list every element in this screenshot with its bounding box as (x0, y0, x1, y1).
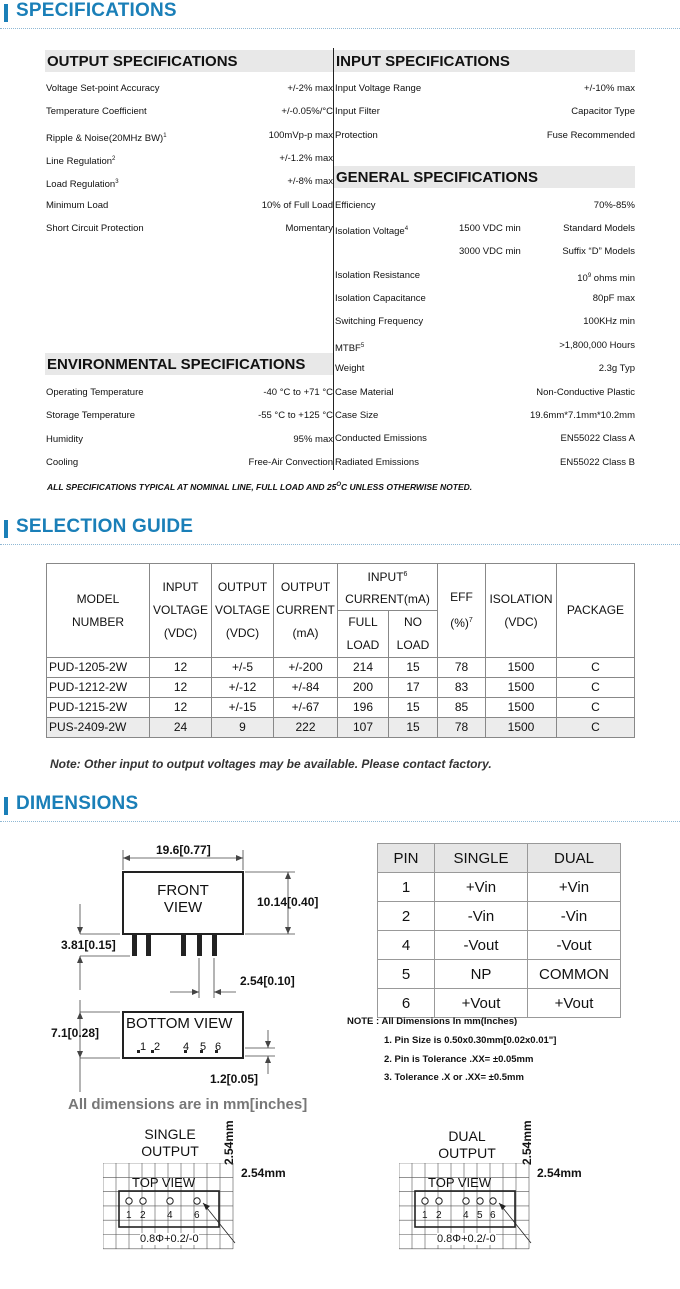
spec-label (46, 199, 108, 213)
pin-table-cell: -Vout (435, 931, 528, 960)
pin-table-cell: +Vout (528, 989, 621, 1018)
spec-row (46, 222, 333, 236)
label-text: Operating Temperature (46, 387, 144, 398)
section-header-selection-guide (0, 516, 680, 546)
label-text: Conducted Emissions (335, 433, 427, 445)
label-text: Load Regulation (46, 179, 116, 191)
table-cell-out_v: +/-5 (212, 658, 274, 678)
spec-value: EN55022 Class B (560, 456, 635, 468)
spec-value: >1,800,000 Hours (559, 339, 635, 351)
spec-label (46, 456, 78, 470)
label-text: Protection (335, 129, 378, 141)
label-text: Temperature Coefficient (46, 106, 147, 118)
table-cell-pkg: C (557, 718, 635, 738)
table-cell-iso: 1500 (486, 718, 557, 738)
general-spec-title: GENERAL SPECIFICATIONS (334, 166, 635, 188)
label-text: Case Material (335, 386, 394, 398)
input-spec-title: INPUT SPECIFICATIONS (334, 50, 635, 72)
label-text: Weight (335, 363, 365, 375)
pin-table-header: PIN (378, 844, 435, 873)
label-text: Ripple & Noise(20MHz BW) (46, 132, 164, 144)
label-text: Short Circuit Protection (46, 222, 144, 234)
table-row (47, 698, 635, 718)
spec-value: -55 °C to +125 °C (258, 410, 333, 422)
dim-note-item: 2. Pin is Tolerance .XX= ±0.05mm (384, 1053, 534, 1065)
pin-hole (167, 1198, 173, 1204)
pcb-pin-label: 4 (463, 1210, 469, 1221)
spec-label (335, 105, 380, 119)
label-text: Voltage Set-point Accuracy (46, 83, 160, 94)
table-cell-out_v: +/-12 (212, 678, 274, 698)
spec-value: Fuse Recommended (546, 129, 635, 141)
spec-value: EN55022 Class A (560, 433, 635, 445)
module-outline (415, 1191, 515, 1227)
dual-top-view-label: TOP VIEW (428, 1175, 492, 1190)
table-row (47, 678, 635, 698)
bottom-pin-label: 1 (140, 1041, 147, 1053)
spec-label (335, 409, 378, 423)
spec-row (335, 432, 635, 446)
dual-grid-h-label: 2.54mm (537, 1166, 582, 1180)
pin-hole (194, 1198, 200, 1204)
table-cell-eff: 78 (438, 718, 486, 738)
spec-mid: 1500 VDC min (459, 223, 521, 234)
spec-row (335, 292, 635, 306)
spec-value: Momentary (285, 222, 333, 234)
spec-value: 80pF max (592, 293, 635, 304)
spec-label: Efficiency (335, 200, 376, 211)
spec-row (335, 105, 635, 119)
spec-value: +/-2% max (287, 83, 333, 94)
single-grid-h-label: 2.54mm (241, 1166, 286, 1180)
spec-row (335, 129, 635, 143)
table-cell-pkg: C (557, 658, 635, 678)
spec-value: Capacitor Type (571, 106, 635, 118)
label-text: Cooling (46, 456, 79, 468)
label-text: Isolation Capacitance (335, 293, 426, 304)
pin-hole (490, 1198, 496, 1204)
table-cell-no: 15 (389, 718, 438, 738)
spec-label (335, 339, 364, 356)
table-cell-out_v: +/-15 (212, 698, 274, 718)
pin-table (377, 843, 621, 1018)
pin-table-cell: COMMON (528, 960, 621, 989)
table-cell-no: 15 (389, 658, 438, 678)
spec-label (335, 129, 378, 143)
section-bar (4, 4, 8, 22)
table-row (378, 989, 621, 1018)
spec-label (46, 129, 167, 146)
table-cell-in_v: 12 (150, 658, 212, 678)
single-line-2: OUTPUT (141, 1143, 199, 1159)
pcb-pin-label: 2 (140, 1210, 146, 1221)
table-cell-full: 107 (338, 718, 389, 738)
output-spec-title: OUTPUT SPECIFICATIONS (45, 50, 333, 72)
pin-hole (436, 1198, 442, 1204)
spec-label (46, 82, 160, 96)
spec-label (46, 175, 119, 192)
col-model: MODEL NUMBER (47, 564, 150, 658)
spec-row-isolation-voltage-2 (335, 245, 635, 259)
spec-value: 95% max (293, 433, 333, 445)
env-spec-title: ENVIRONMENTAL SPECIFICATIONS (45, 353, 333, 375)
spec-row (335, 456, 635, 470)
column-divider (333, 48, 334, 470)
pin-table-cell: 5 (378, 960, 435, 989)
table-cell-iso: 1500 (486, 658, 557, 678)
footnote-post: C UNLESS OTHERWISE NOTED. (341, 482, 473, 492)
pin-table-cell: -Vin (435, 902, 528, 931)
table-cell-no: 17 (389, 678, 438, 698)
dual-line-1: DUAL (448, 1128, 486, 1144)
spec-value: -40 °C to +71 °C (263, 387, 333, 398)
col-input-voltage: INPUT VOLTAGE (VDC) (150, 564, 212, 658)
spec-row (335, 409, 635, 423)
spec-mid: 3000 VDC min (459, 246, 521, 257)
spec-value: 2.3g Typ (598, 363, 635, 375)
spec-row (46, 433, 333, 447)
section-title: SPECIFICATIONS (16, 0, 177, 21)
leader-arrow (203, 1203, 210, 1210)
leader-arrow (499, 1203, 506, 1210)
pin-length-label: 3.81[0.15] (61, 938, 116, 952)
pin-hole (477, 1198, 483, 1204)
selection-guide-table (46, 563, 635, 738)
spec-label (46, 409, 135, 423)
dual-grid-v-label: 2.54mm (520, 1120, 534, 1165)
spec-label (335, 362, 364, 376)
col-eff: EFF (%)$^7$ (438, 564, 486, 658)
pin-table-cell: +Vin (528, 873, 621, 902)
table-cell-iso: 1500 (486, 698, 557, 718)
spec-label (335, 432, 427, 446)
spec-row (46, 129, 333, 143)
table-cell-pkg: C (557, 698, 635, 718)
table-row (47, 718, 635, 738)
height-label: 10.14[0.40] (257, 895, 319, 909)
spec-row (46, 152, 333, 166)
spec-value: +/-10% max (584, 83, 635, 94)
pin-table-header: SINGLE (435, 844, 528, 873)
pcb-pin-label: 6 (490, 1210, 496, 1221)
spec-row (46, 82, 333, 96)
table-cell-full: 196 (338, 698, 389, 718)
col-input-current: INPUT$^6$ CURRENT(mA) (338, 564, 438, 611)
value-pre: 10 (577, 273, 588, 285)
spec-label (335, 386, 394, 400)
bottom-pin-label: 6 (215, 1041, 222, 1053)
label-text: Switching Frequency (335, 316, 424, 328)
spec-value: Suffix “D” Models (562, 246, 635, 257)
dual-hole-label: 0.8Φ+0.2/-0 (437, 1233, 496, 1245)
table-cell-model: PUD-1215-2W (47, 698, 150, 718)
section-bar (4, 797, 8, 815)
section-divider (0, 28, 680, 29)
section-bar (4, 520, 8, 538)
spec-value: +/-0.05%/°C (281, 106, 333, 118)
table-row (378, 873, 621, 902)
spec-row (46, 409, 333, 423)
spec-row (335, 315, 635, 329)
table-cell-model: PUD-1205-2W (47, 658, 150, 678)
dim-note-title: NOTE : All Dimensions In mm(Inches) (347, 1016, 518, 1027)
table-cell-out_v: 9 (212, 718, 274, 738)
spec-row (335, 82, 635, 96)
pcb-pin-label: 4 (167, 1210, 173, 1221)
spec-label (335, 292, 426, 306)
single-hole-label: 0.8Φ+0.2/-0 (140, 1233, 199, 1245)
spec-label (46, 152, 115, 169)
table-cell-out_i: +/-67 (274, 698, 338, 718)
label-text: Input Voltage Range (335, 83, 422, 94)
footnote-sup: 4 (404, 226, 409, 232)
label-text: Minimum Load (46, 199, 109, 211)
section-divider (0, 544, 680, 545)
spec-value: Non-Conductive Plastic (536, 386, 635, 398)
bottom-pin-label: 4 (183, 1041, 190, 1053)
table-cell-eff: 83 (438, 678, 486, 698)
spec-row (335, 386, 635, 400)
dual-output-label (422, 1128, 512, 1162)
pin-table-cell: 4 (378, 931, 435, 960)
single-top-view-label: TOP VIEW (132, 1175, 196, 1190)
col-no-load: NO LOAD (389, 611, 438, 658)
dim-note-item: 3. Tolerance .X or .XX= ±0.5mm (384, 1072, 524, 1083)
pin-hole (140, 1198, 146, 1204)
spec-row-isolation-resistance (335, 269, 635, 283)
col-full-load: FULL LOAD (338, 611, 389, 658)
spec-row (46, 386, 333, 400)
label-text: Humidity (46, 433, 83, 445)
table-cell-eff: 78 (438, 658, 486, 678)
pin-offset-label: 1.2[0.05] (210, 1072, 259, 1086)
footnote-sup: 5 (360, 342, 365, 349)
dual-line-2: OUTPUT (438, 1145, 496, 1161)
pin-table-cell: +Vin (435, 873, 528, 902)
spec-row (46, 199, 333, 213)
pin-hole (126, 1198, 132, 1204)
spec-row (335, 339, 635, 353)
front-line-2: VIEW (163, 899, 203, 916)
module-outline (119, 1191, 219, 1227)
spec-value: +/-8% max (287, 176, 333, 188)
label-text: Line Regulation (46, 156, 113, 168)
pin-table-cell: NP (435, 960, 528, 989)
label-text: Storage Temperature (46, 410, 136, 422)
label-text: Input Filter (335, 106, 380, 118)
all-dimensions-note: All dimensions are in mm[inches] (68, 1096, 308, 1113)
pcb-pin-label: 1 (126, 1210, 132, 1221)
spec-value: Standard Models (563, 223, 635, 234)
pcb-pin-label: 1 (422, 1210, 428, 1221)
spec-row (46, 105, 333, 119)
spec-value: 19.6mm*7.1mm*10.2mm (529, 410, 635, 421)
front-view-label (123, 882, 243, 916)
pcb-pin-label: 5 (477, 1210, 483, 1221)
depth-label: 7.1[0.28] (51, 1026, 100, 1040)
table-cell-in_v: 12 (150, 698, 212, 718)
footnote-pre: ALL SPECIFICATIONS TYPICAL AT NOMINAL LINE, FULL LOAD AND 25 (47, 482, 337, 492)
col-package: PACKAGE (557, 564, 635, 658)
pin-table-cell: 2 (378, 902, 435, 931)
label-text: Radiated Emissions (335, 456, 419, 468)
spec-label (335, 315, 423, 329)
table-row (378, 931, 621, 960)
single-grid-v-label: 2.54mm (222, 1120, 236, 1165)
bottom-pin-label: 5 (200, 1041, 207, 1053)
table-row (47, 658, 635, 678)
pcb-pin-label: 2 (436, 1210, 442, 1221)
footnote-sup: 2 (112, 155, 116, 162)
footnote-sup: 3 (115, 179, 119, 186)
label-text: MTBF (335, 342, 361, 354)
section-divider (0, 821, 680, 822)
pitch-label: 2.54[0.10] (240, 974, 295, 988)
spec-value: 100mVp-p max (268, 129, 333, 141)
spec-row-efficiency (335, 199, 635, 213)
col-output-current: OUTPUT CURRENT (mA) (274, 564, 338, 658)
single-output-label (130, 1126, 210, 1160)
mechanical-drawing (0, 830, 360, 1120)
pin-table-cell: +Vout (435, 989, 528, 1018)
spec-label (335, 82, 421, 96)
table-row (378, 902, 621, 931)
table-cell-out_i: +/-84 (274, 678, 338, 698)
spec-value: +/-1.2% max (279, 152, 333, 164)
spec-label (335, 222, 408, 239)
spec-footnote (47, 482, 472, 492)
spec-label: Isolation Resistance (335, 270, 421, 281)
col-output-voltage: OUTPUT VOLTAGE (VDC) (212, 564, 274, 658)
spec-label (46, 105, 147, 119)
pin-hole (422, 1198, 428, 1204)
table-cell-eff: 85 (438, 698, 486, 718)
pin-table-cell: 6 (378, 989, 435, 1018)
col-isolation: ISOLATION (VDC) (486, 564, 557, 658)
spec-label (46, 222, 144, 236)
table-cell-full: 214 (338, 658, 389, 678)
table-cell-out_i: +/-200 (274, 658, 338, 678)
spec-value (577, 269, 635, 286)
section-header-specifications (0, 0, 680, 30)
table-cell-out_i: 222 (274, 718, 338, 738)
section-title: DIMENSIONS (16, 793, 139, 814)
pcb-pin-label: 6 (194, 1210, 200, 1221)
spec-value: 70%-85% (593, 200, 635, 211)
footnote-sup: O (336, 482, 341, 489)
bottom-pin-label: 2 (154, 1041, 161, 1053)
table-cell-full: 200 (338, 678, 389, 698)
dim-note-item: 1. Pin Size is 0.50x0.30mm[0.02x0.01"] (384, 1035, 557, 1046)
label-text: Case Size (335, 410, 379, 421)
table-cell-model: PUD-1212-2W (47, 678, 150, 698)
pin-table-cell: -Vin (528, 902, 621, 931)
label-text: Isolation Voltage (335, 226, 405, 238)
pin-table-cell: 1 (378, 873, 435, 902)
table-cell-iso: 1500 (486, 678, 557, 698)
spec-label (46, 386, 144, 400)
spec-row (46, 456, 333, 470)
selection-guide-note: Note: Other input to output voltages may be available. Please contact factory. (50, 757, 492, 771)
bottom-view-label: BOTTOM VIEW (126, 1015, 233, 1032)
spec-value: 10% of Full Load (261, 199, 333, 211)
table-cell-model: PUS-2409-2W (47, 718, 150, 738)
spec-row-isolation-voltage (335, 222, 635, 236)
spec-row (335, 362, 635, 376)
spec-value: Free-Air Convection (248, 456, 333, 468)
value-post: ohms min (591, 273, 635, 285)
section-header-dimensions (0, 793, 680, 823)
table-row (378, 960, 621, 989)
value-sup: 9 (587, 273, 592, 279)
width-label: 19.6[0.77] (156, 843, 211, 857)
spec-label (46, 433, 83, 447)
table-cell-no: 15 (389, 698, 438, 718)
table-cell-pkg: C (557, 678, 635, 698)
single-line-1: SINGLE (144, 1126, 196, 1142)
table-cell-in_v: 24 (150, 718, 212, 738)
spec-label (335, 456, 419, 470)
spec-value: 100KHz min (583, 316, 635, 328)
pin-table-cell: -Vout (528, 931, 621, 960)
table-cell-in_v: 12 (150, 678, 212, 698)
footnote-sup: 1 (163, 132, 167, 139)
front-line-1: FRONT (157, 882, 209, 899)
section-title: SELECTION GUIDE (16, 516, 194, 537)
spec-row (46, 175, 333, 189)
pin-hole (463, 1198, 469, 1204)
pin-table-header: DUAL (528, 844, 621, 873)
